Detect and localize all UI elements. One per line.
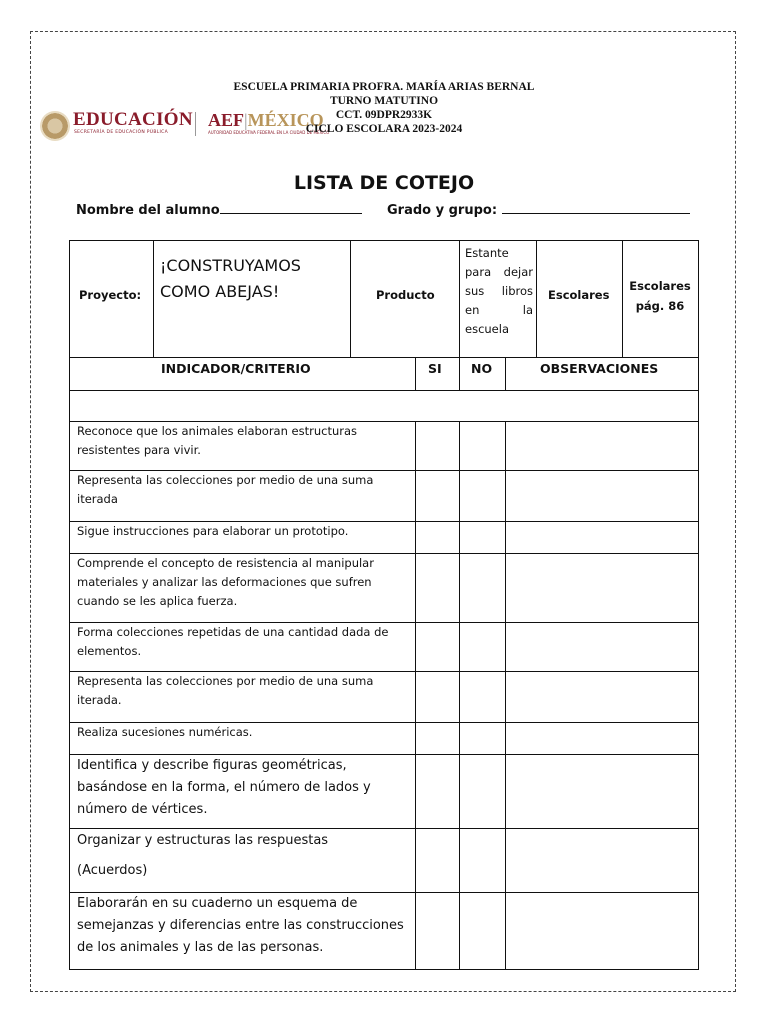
page-title: LISTA DE COTEJO [293, 172, 475, 194]
school-cct: CCT. 09DPR2933K [335, 109, 433, 121]
observations-cell[interactable] [505, 553, 699, 623]
observations-cell[interactable] [505, 622, 699, 672]
obs-header: OBSERVACIONES [540, 361, 659, 376]
criterion-text: Identifica y describe figuras geométricas, basándose en la forma, el número de lados y número de vértices. [77, 758, 371, 817]
no-check-cell[interactable] [459, 671, 506, 723]
no-check-cell[interactable] [459, 421, 506, 471]
observations-cell[interactable] [505, 671, 699, 723]
si-check-cell[interactable] [415, 892, 460, 970]
criterion-text: Sigue instrucciones para elaborar un prototipo. [77, 524, 349, 538]
criterion-text: Comprende el concepto de resistencia al manipular materiales y analizar las deformaciones que sufren cuando se les aplica fuerza. [77, 556, 374, 608]
sep-seal-logo [40, 111, 70, 141]
aef-mexico-logo: AEF|MÉXICO [208, 110, 324, 130]
criterion-text-agreements: (Acuerdos) [77, 863, 148, 878]
observations-cell[interactable] [505, 754, 699, 829]
product-label: Producto [376, 288, 435, 302]
criterion-text: Reconoce que los animales elaboran estructuras resistentes para vivir. [77, 424, 358, 457]
product-value: Estante para dejar sus libros en la escuela [465, 246, 533, 336]
empty-row [69, 390, 699, 422]
grade-group-label: Grado y grupo: [387, 203, 498, 218]
observations-cell[interactable] [505, 521, 699, 554]
no-check-cell[interactable] [459, 622, 506, 672]
si-check-cell[interactable] [415, 754, 460, 829]
si-check-cell[interactable] [415, 421, 460, 471]
si-check-cell[interactable] [415, 828, 460, 893]
escolares-page-label: Escolares pág. 86 [629, 279, 691, 313]
no-check-cell[interactable] [459, 828, 506, 893]
no-header: NO [471, 361, 493, 376]
si-check-cell[interactable] [415, 470, 460, 522]
observations-cell[interactable] [505, 722, 699, 755]
criterion-text: Elaborarán en su cuaderno un esquema de semejanzas y diferencias entre las construcciones de los animales y las de las personas. [77, 896, 404, 955]
observations-cell[interactable] [505, 828, 699, 893]
project-label: Proyecto: [79, 288, 142, 302]
school-header [200, 80, 568, 136]
grade-group-field[interactable] [387, 201, 690, 218]
no-check-cell[interactable] [459, 553, 506, 623]
escolares-label: Escolares [548, 288, 610, 302]
observations-cell[interactable] [505, 421, 699, 471]
school-name: ESCUELA PRIMARIA PROFRA. MARÍA ARIAS BERNAL [233, 81, 535, 93]
aef-logo-subtitle: AUTORIDAD EDUCATIVA FEDERAL EN LA CIUDAD DE MÉXICO [208, 130, 330, 135]
grade-group-line[interactable] [502, 201, 690, 214]
criterion-text: Representa las colecciones por medio de una suma iterada [77, 473, 374, 506]
no-check-cell[interactable] [459, 521, 506, 554]
si-check-cell[interactable] [415, 521, 460, 554]
observations-cell[interactable] [505, 892, 699, 970]
si-check-cell[interactable] [415, 553, 460, 623]
no-check-cell[interactable] [459, 470, 506, 522]
no-check-cell[interactable] [459, 722, 506, 755]
si-header: SI [428, 361, 442, 376]
educacion-logo-subtitle: SECRETARÍA DE EDUCACIÓN PÚBLICA [74, 130, 168, 135]
educacion-logo: EDUCACIÓN [73, 109, 193, 130]
student-name-line[interactable] [220, 201, 362, 214]
criterion-text: Realiza sucesiones numéricas. [77, 725, 253, 739]
student-name-label: Nombre del alumno [76, 203, 220, 218]
criterion-text: Forma colecciones repetidas de una cantidad dada de elementos. [77, 625, 389, 658]
criterion-text: Organizar y estructuras las respuestas [77, 833, 329, 848]
school-cycle: CICLO ESCOLARA 2023-2024 [305, 123, 463, 135]
student-name-field[interactable] [76, 201, 362, 218]
si-check-cell[interactable] [415, 671, 460, 723]
aef-logo-text: AEF [208, 110, 244, 130]
mexico-logo-text: MÉXICO [247, 110, 324, 130]
si-check-cell[interactable] [415, 622, 460, 672]
si-check-cell[interactable] [415, 722, 460, 755]
logo-divider [195, 112, 196, 136]
project-name: ¡CONSTRUYAMOS COMO ABEJAS! [160, 256, 301, 301]
observations-cell[interactable] [505, 470, 699, 522]
criterion-text: Representa las colecciones por medio de una suma iterada. [77, 674, 374, 707]
criterion-header: INDICADOR/CRITERIO [161, 361, 311, 376]
school-shift: TURNO MATUTINO [329, 95, 439, 107]
no-check-cell[interactable] [459, 754, 506, 829]
no-check-cell[interactable] [459, 892, 506, 970]
